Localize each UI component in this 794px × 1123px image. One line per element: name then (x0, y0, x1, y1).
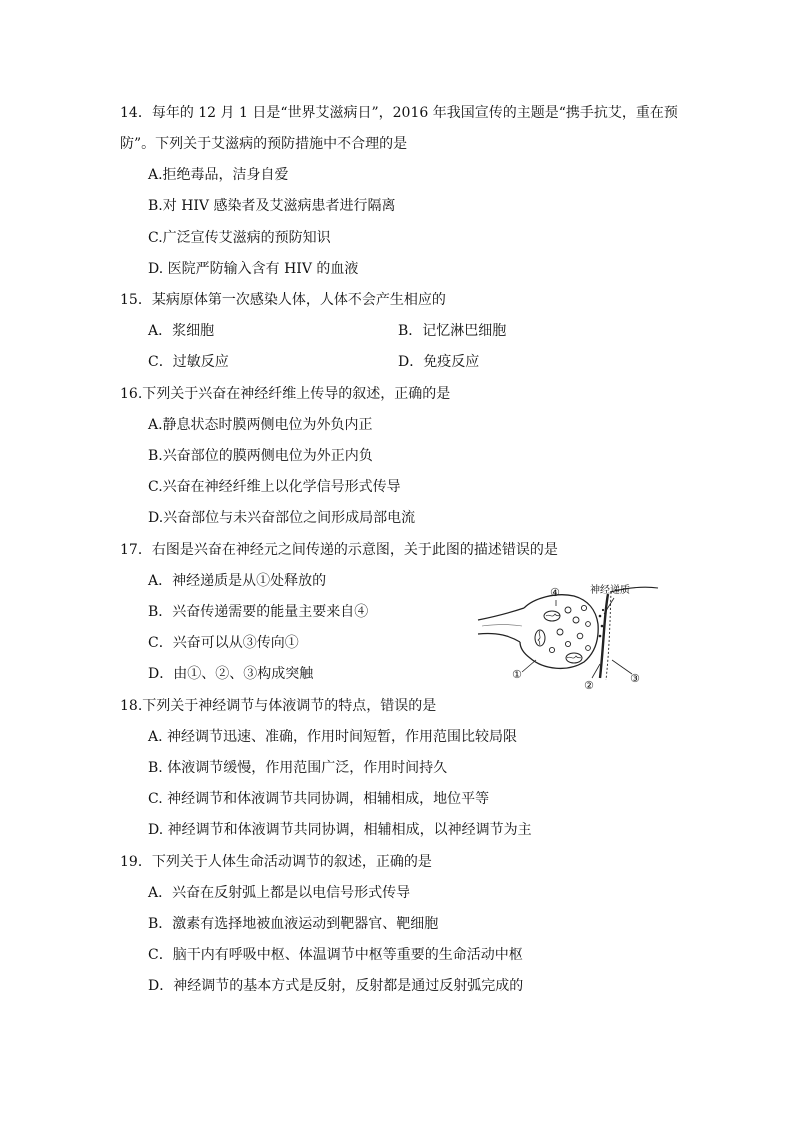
q18-option-c: C. 神经调节和体液调节共同协调，相辅相成，地位平等 (148, 791, 490, 807)
q18-stem: 18.下列关于神经调节与体液调节的特点，错误的是 (120, 698, 437, 714)
synaptic-vesicle (586, 622, 591, 627)
q15-stem: 15．某病原体第一次感染人体，人体不会产生相应的 (120, 292, 446, 308)
q15-option-d: D．免疫反应 (398, 354, 480, 370)
q15-option-a: A．浆细胞 (148, 323, 215, 339)
q14-option-b: B.对 HIV 感染者及艾滋病患者进行隔离 (148, 198, 396, 214)
axon-lower-edge (478, 633, 520, 642)
axon-inner-line (482, 625, 522, 627)
q16-option-d: D.兴奋部位与未兴奋部位之间形成局部电流 (148, 510, 416, 526)
q15-option-b: B．记忆淋巴细胞 (398, 323, 507, 339)
q16-stem: 16.下列关于兴奋在神经纤维上传导的叙述，正确的是 (120, 386, 451, 402)
q16-option-c: C.兴奋在神经纤维上以化学信号形式传导 (148, 479, 401, 495)
label-neurotransmitter: 神经递质 (590, 585, 630, 596)
synaptic-vesicle (565, 641, 570, 646)
label-2: ② (584, 679, 594, 692)
synaptic-vesicle (549, 647, 554, 652)
q19-option-b: B．激素有选择地被血液运动到靶器官、靶细胞 (148, 916, 439, 932)
q17-option-a: A．神经递质是从①处释放的 (148, 573, 327, 589)
q19-option-c: C．脑干内有呼吸中枢、体温调节中枢等重要的生命活动中枢 (148, 947, 523, 963)
q19-option-a: A．兴奋在反射弧上都是以电信号形式传导 (148, 885, 411, 901)
q17-option-c: C．兴奋可以从③传向① (148, 635, 299, 651)
q18-option-b: B. 体液调节缓慢，作用范围广泛，作用时间持久 (148, 760, 448, 776)
q15-option-c: C．过敏反应 (148, 354, 229, 370)
synaptic-vesicle (577, 633, 583, 639)
q14-option-a: A.拒绝毒品，洁身自爱 (148, 167, 289, 183)
label-1: ① (512, 668, 522, 681)
q18-option-a: A. 神经调节迅速、准确，作用时间短暂，作用范围比较局限 (148, 729, 518, 745)
q18-option-d: D. 神经调节和体液调节共同协调，相辅相成，以神经调节为主 (148, 822, 532, 838)
synaptic-vesicle (581, 605, 586, 610)
axon-upper-edge (478, 608, 524, 620)
transmitter-dot (602, 609, 604, 611)
q16-option-a: A.静息状态时膜两侧电位为外负内正 (148, 417, 373, 433)
synaptic-vesicle (565, 607, 571, 613)
label-3: ③ (630, 672, 640, 685)
q17-option-b: B．兴奋传递需要的能量主要来自④ (148, 604, 369, 620)
transmitter-dot (599, 615, 602, 618)
q14-option-d: D. 医院严防输入含有 HIV 的血液 (148, 261, 359, 277)
q16-option-b: B.兴奋部位的膜两侧电位为外正内负 (148, 448, 373, 464)
q17-stem: 17．右图是兴奋在神经元之间传递的示意图，关于此图的描述错误的是 (120, 542, 558, 558)
q17-option-d: D．由①、②、③构成突触 (148, 666, 314, 682)
synapse-diagram (476, 576, 660, 692)
q19-option-d: D．神经调节的基本方式是反射，反射都是通过反射弧完成的 (148, 978, 524, 994)
synaptic-vesicle (557, 629, 563, 635)
q14-stem-line2: 防”。下列关于艾滋病的预防措施中不合理的是 (120, 136, 408, 152)
q14-stem-line1: 14．每年的 12 月 1 日是“世界艾滋病日”，2016 年我国宣传的主题是“携手抗艾，重在预 (120, 105, 678, 121)
synaptic-vesicle (573, 617, 579, 623)
synaptic-vesicle (586, 646, 591, 651)
transmitter-dot (599, 635, 602, 638)
presynaptic-membrane (520, 595, 598, 669)
q14-option-c: C.广泛宣传艾滋病的预防知识 (148, 230, 331, 246)
transmitter-dot (601, 625, 604, 628)
label-4: ④ (550, 586, 560, 599)
q19-stem: 19．下列关于人体生命活动调节的叙述，正确的是 (120, 854, 432, 870)
